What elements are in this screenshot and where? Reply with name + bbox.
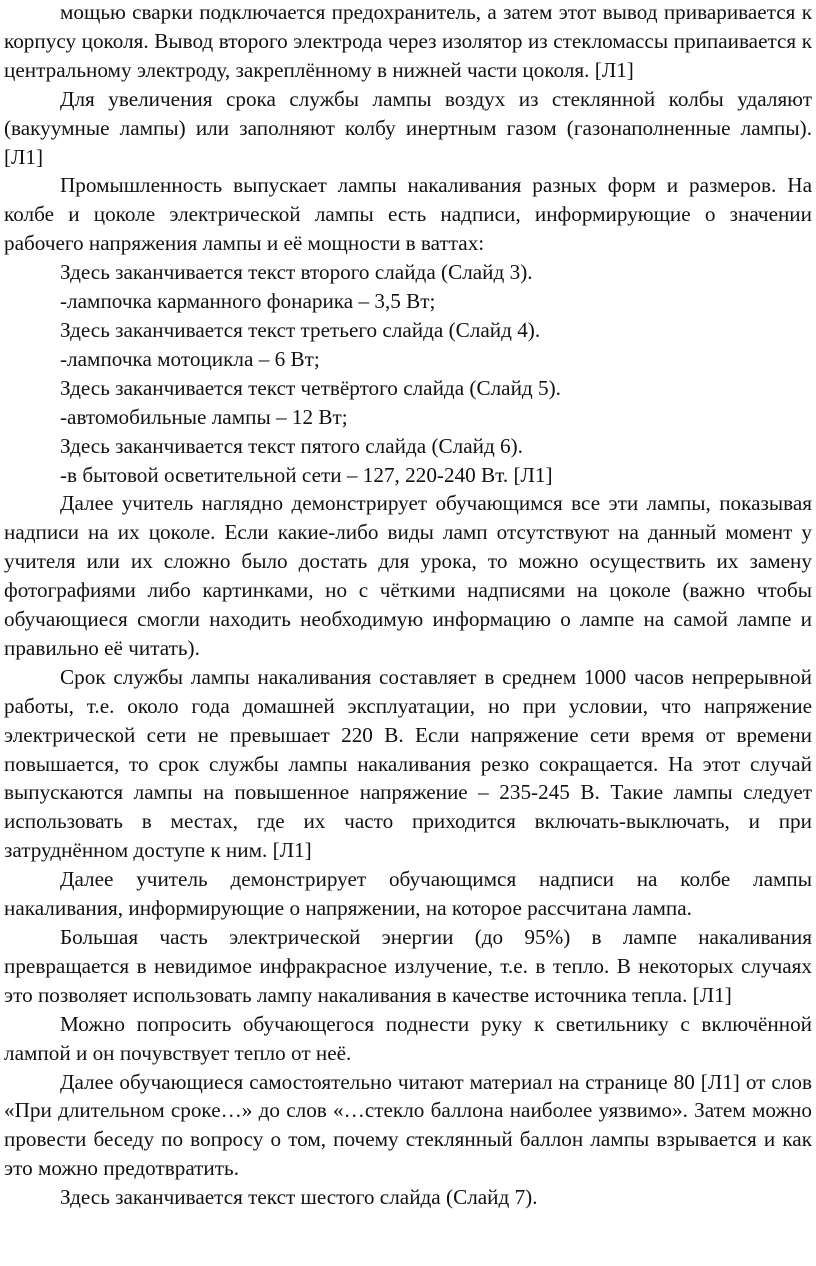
- paragraph-slide-3-end: Здесь заканчивается текст второго слайда (Слайд 3).: [60, 260, 533, 285]
- list-item-motorcycle-bulb: -лампочка мотоцикла – 6 Вт;: [60, 346, 320, 371]
- paragraph-slide-4-end: Здесь заканчивается текст третьего слайда (Слайд 4).: [60, 317, 541, 342]
- list-item-household-network: -в бытовой осветительной сети – 127, 220-240 Вт. [Л1]: [60, 462, 553, 487]
- paragraph-lamp-labels: Промышленность выпускает лампы накаливания разных форм и размеров. На колбе и цоколе электрической лампы есть надписи, информирующие о значении рабочего напряжения лампы и её мощности в ваттах:: [4, 173, 812, 256]
- paragraph-teacher-demonstration: Далее учитель наглядно демонстрирует обучающимся все эти лампы, показывая надписи на их цоколе. Если какие-либо виды ламп отсутствуют на данный момент у учителя или их сложно было достать для урока, то можно осуществить их замену фотографиями либо картинками, но с чёткими надписями на цоколе (важно чтобы обучающиеся смогли находить необходимую информацию о лампе на самой лампе и правильно её читать).: [4, 491, 812, 660]
- list-item-flashlight-bulb: -лампочка карманного фонарика – 3,5 Вт;: [60, 289, 436, 314]
- paragraph-feel-heat: Можно попросить обучающегося поднести руку к светильнику с включённой лампой и он почувствует тепло от неё.: [4, 1011, 812, 1065]
- paragraph-voltage-labels: Далее учитель демонстрирует обучающимся надписи на колбе лампы накаливания, информирующие о напряжении, на которое рассчитана лампа.: [4, 867, 812, 921]
- paragraph-independent-reading: Далее обучающиеся самостоятельно читают материал на странице 80 [Л1] от слов «При длительном сроке…» до слов «…стекло баллона наиболее уязвимо». Затем можно провести беседу по вопросу о том, почему стеклянный баллон лампы взрывается и как это можно предотвратить.: [4, 1069, 812, 1181]
- paragraph-slide-7-end: Здесь заканчивается текст шестого слайда (Слайд 7).: [60, 1185, 538, 1210]
- paragraph-bulb-gas: Для увеличения срока службы лампы воздух из стеклянной колбы удаляют (вакуумные лампы) или заполняют колбу инертным газом (газонаполненные лампы). [Л1]: [4, 86, 812, 169]
- paragraph-slide-6-end: Здесь заканчивается текст пятого слайда (Слайд 6).: [60, 433, 523, 458]
- list-item-car-lamps: -автомобильные лампы – 12 Вт;: [60, 404, 348, 429]
- document-page: [4, 0, 812, 1212]
- paragraph-slide-5-end: Здесь заканчивается текст четвёртого слайда (Слайд 5).: [60, 375, 561, 400]
- paragraph-infrared-heat: Большая часть электрической энергии (до 95%) в лампе накаливания превращается в невидимое инфракрасное излучение, т.е. в тепло. В некоторых случаях это позволяет использовать лампу накаливания в качестве источника тепла. [Л1]: [4, 925, 812, 1007]
- paragraph-lamp-base-assembly: мощью сварки подключается предохранитель, а затем этот вывод приваривается к корпусу цоколя. Вывод второго электрода через изолятор из стекломассы припаивается к центральному электроду, закреплённому в нижней части цоколя. [Л1]: [4, 0, 812, 82]
- paragraph-service-life: Срок службы лампы накаливания составляет в среднем 1000 часов непрерывной работы, т.е. около года домашней эксплуатации, но при условии, что напряжение электрической сети не превышает 220 В. Если напряжение сети время от времени повышается, то срок службы лампы накаливания резко сокращается. На этот случай выпускаются лампы на повышенное напряжение – 235-245 В. Такие лампы следует использовать в местах, где их часто приходится включать-выключать, и при затруднённом доступе к ним. [Л1]: [4, 664, 812, 863]
